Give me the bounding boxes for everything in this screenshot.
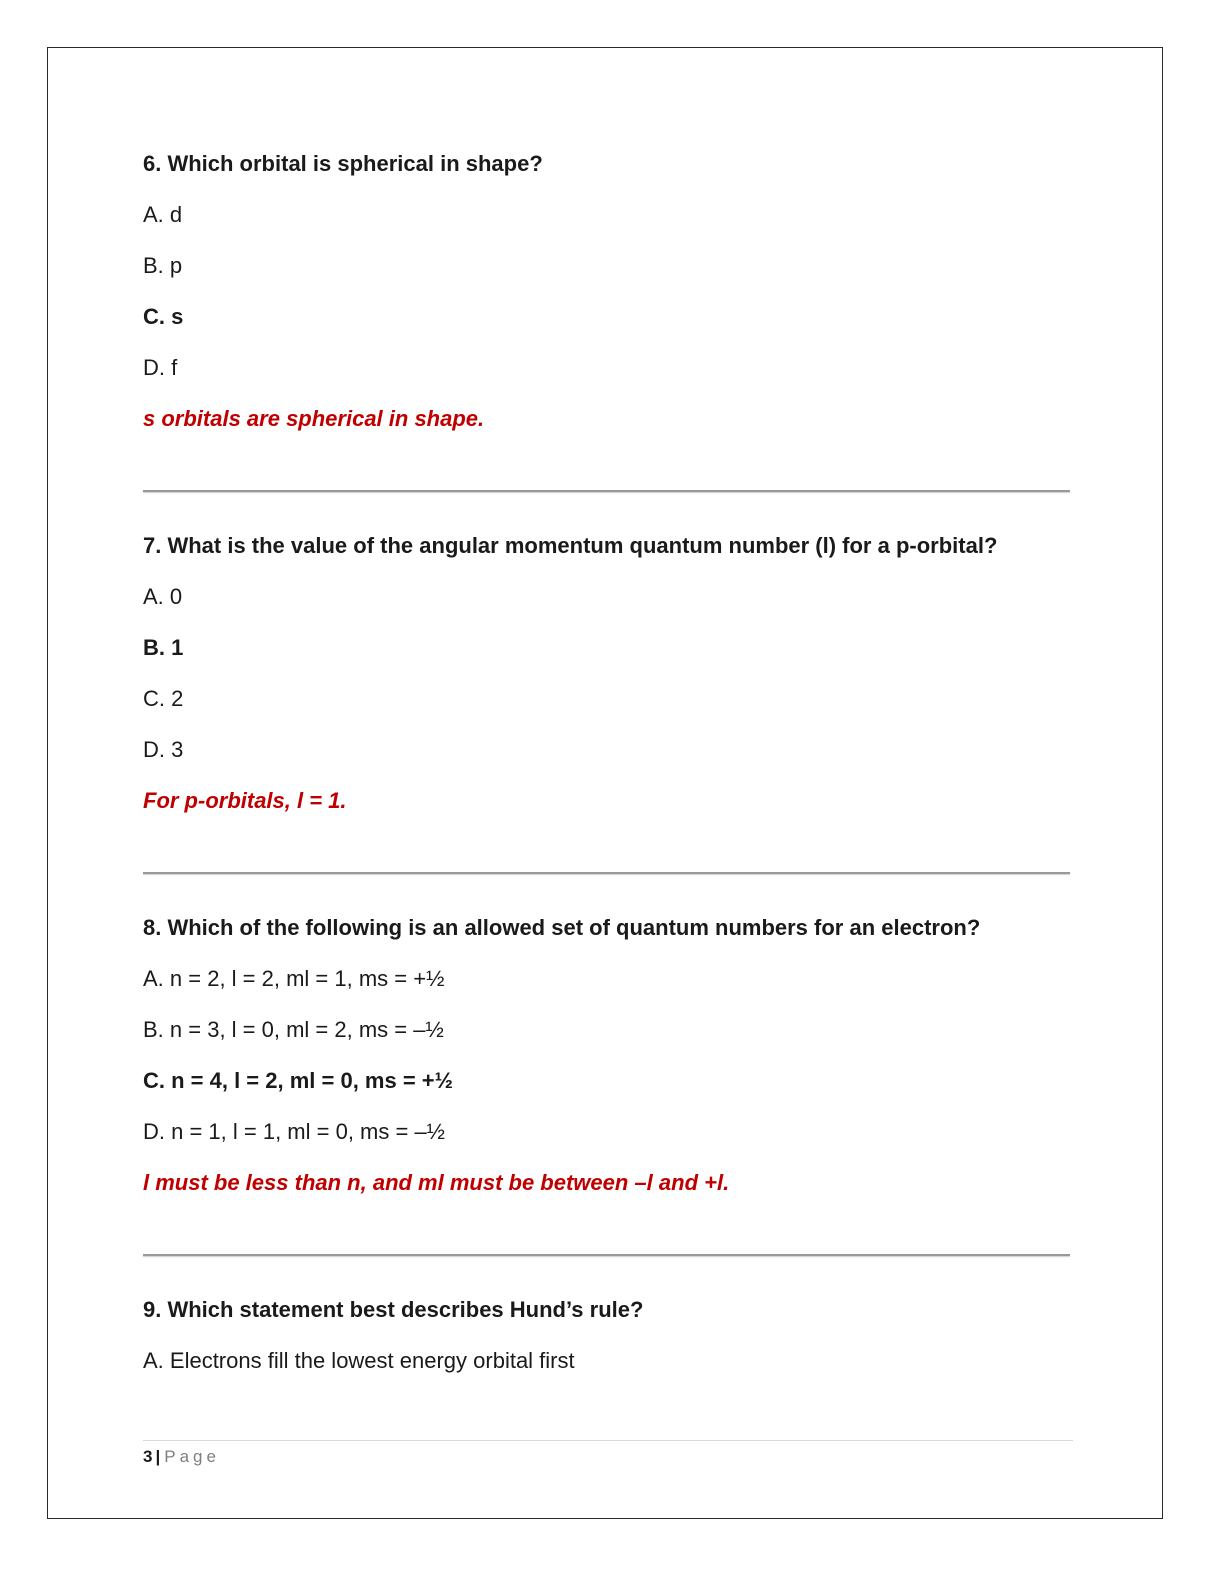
question-8 [143,902,1073,1208]
option-c-correct: C. s [143,304,184,329]
page-footer [143,1446,220,1468]
question-divider [143,1254,1070,1256]
page-content [143,138,1073,1386]
question-7 [143,520,1073,826]
question-divider [143,872,1070,874]
answer-explanation: l must be less than n, and ml must be between –l and +l. [143,1170,730,1195]
option-d: D. n = 1, l = 1, ml = 0, ms = –½ [143,1119,446,1144]
question-9 [143,1284,1073,1386]
option-d: D. 3 [143,737,184,762]
footer-separator: | [155,1447,161,1466]
option-a: A. 0 [143,584,183,609]
answer-explanation: s orbitals are spherical in shape. [143,406,485,431]
option-a: A. d [143,202,183,227]
question-title: 9. Which statement best describes Hund’s rule? [143,1297,644,1322]
question-divider [143,490,1070,492]
option-d: D. f [143,355,178,380]
question-6 [143,138,1073,444]
page-label: Page [164,1447,220,1466]
footer-rule [143,1440,1073,1441]
answer-explanation: For p-orbitals, l = 1. [143,788,347,813]
option-a: A. n = 2, l = 2, ml = 1, ms = +½ [143,966,445,991]
option-b: B. n = 3, l = 0, ml = 2, ms = –½ [143,1017,444,1042]
option-c-correct: C. n = 4, l = 2, ml = 0, ms = +½ [143,1068,453,1093]
option-b: B. p [143,253,183,278]
page-number: 3 [143,1447,153,1466]
option-a: A. Electrons fill the lowest energy orbital first [143,1348,575,1373]
option-b-correct: B. 1 [143,635,184,660]
question-title: 7. What is the value of the angular momentum quantum number (l) for a p-orbital? [143,533,998,558]
question-title: 6. Which orbital is spherical in shape? [143,151,543,176]
question-title: 8. Which of the following is an allowed set of quantum numbers for an electron? [143,915,981,940]
option-c: C. 2 [143,686,184,711]
